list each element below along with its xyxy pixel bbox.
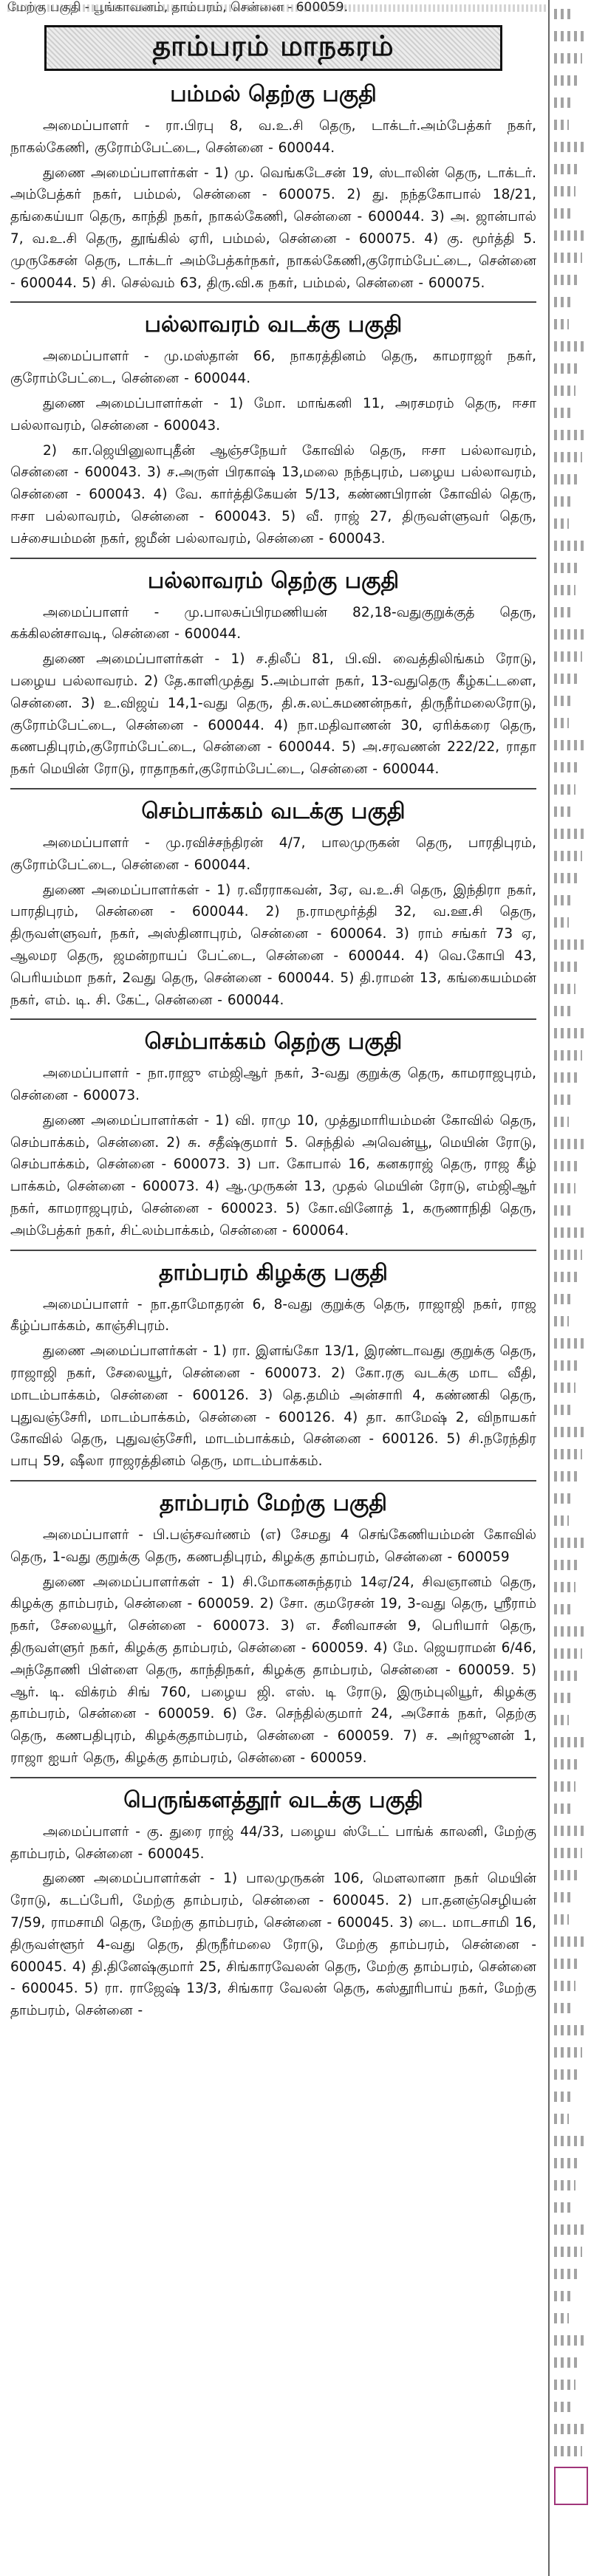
text-fragment	[554, 164, 580, 174]
text-fragment	[554, 1693, 573, 1703]
section-paragraph: அமைப்பாளர் - நா.ராஜு எம்ஜிஆர் நகர், 3-வது குறுக்கு தெரு, காமராஜபுரம், சென்னை - 600073.	[10, 1066, 536, 1104]
text-fragment	[554, 629, 587, 640]
text-fragment	[554, 1006, 571, 1016]
text-fragment	[554, 2335, 584, 2346]
text-fragment	[554, 496, 573, 507]
text-fragment	[554, 895, 573, 905]
text-fragment	[554, 1205, 571, 1216]
text-fragment	[554, 829, 587, 839]
text-fragment	[554, 2025, 587, 2035]
section-title: தாம்பரம் மேற்கு பகுதி	[10, 1480, 536, 1524]
section	[10, 558, 536, 781]
text-fragment	[554, 696, 573, 706]
text-fragment	[554, 2069, 578, 2080]
section-paragraph: அமைப்பாளர் - நா.தாமோதரன் 6, 8-வது குறுக்கு தெரு, ராஜாஜி நகர், ராஜ கீழ்ப்பாக்கம், காஞ்சிபுரம்.	[10, 1296, 536, 1335]
section-paragraph: துணை அமைப்பாளர்கள் - 1) பாலமுருகன் 106, மௌலானா நகர் மெயின் ரோடு, கடப்பேரி, மேற்கு தாம்பரம், சென்னை - 600045. 2) பா.தனஞ்செழியன் 7/59, ராமசாமி தெரு, மேற்கு தாம்பரம், சென்னை - 600045. 3) டை. மாடசாமி 16, திருவள்ளூர் 4-வது தெரு, திருநீர்மலை ரோடு, மேற்கு தாம்பரம், சென்னை - 600045. 4) தி.தினேஷ்குமார் 25, சிங்காரவேலன் தெரு, மேற்கு தாம்பரம், சென்னை - 600045. 5) ரா. ராஜேஷ் 13/3, சிங்கார வேலன் தெரு, கஸ்தூரிபாய் நகர், மேற்கு தாம்பரம், சென்னை -	[10, 1871, 536, 2019]
text-fragment	[554, 1759, 580, 1770]
text-fragment	[554, 9, 571, 19]
text-fragment	[554, 585, 575, 595]
text-fragment	[554, 1914, 569, 1925]
text-fragment	[554, 1737, 584, 1747]
text-fragment	[554, 253, 582, 263]
text-fragment	[554, 1183, 575, 1193]
text-fragment	[554, 917, 569, 928]
text-fragment	[554, 2092, 573, 2102]
section-paragraph: துணை அமைப்பாளர்கள் - 1) சி.மோகனசுந்தரம் 14ஏ/24, சிவஞானம் தெரு, கிழக்கு தாம்பரம், சென்னை - 600059. 2) சோ. குமரேசன் 19, 3-வது தெரு, ஸ்ரீராம் நகர், சேலையூர், சென்னை - 600073. 3) எ. சீனிவாசன் 9, பெரியார் தெரு, திருவள்ளுர் நகர், கிழக்கு தாம்பரம், சென்னை - 600059. 4) மே. ஜெயராமன் 6/46, அந்தோணி பிள்ளை தெரு, காந்திநகர், கிழக்கு தாம்பரம், சென்னை - 600059. 5) ஆர். டி. விக்ரம் சிங் 760, பழைய ஜி. எஸ். டி ரோடு, இரும்புலியூர், கிழக்கு தாம்பரம், சென்னை - 600059. 6) சே. செந்தில்குமார் 24, அசோக் நகர், தெற்கு தெரு, கணபதிபுரம், கிழக்குதாம்பரம், சென்னை - 600059. 7) ச. அர்ஜுனன் 1, ராஜா ஐயர் தெரு, கிழக்கு தாம்பரம், சென்னை - 600059.	[10, 1574, 536, 1767]
page-title: தாம்பரம் மாநகரம்	[44, 25, 502, 71]
text-fragment	[554, 1648, 582, 1659]
section-paragraph: 2) கா.ஜெயினுலாபுதீன் ஆஞ்சநேயர் கோவில் தெரு, ஈசா பல்லாவரம், சென்னை - 600043. 3) ச.அருள் பிரகாஷ் 13,மலை நந்தபுரம், பழைய பல்லாவரம், சென்னை - 600043. 4) வே. கார்த்திகேயன் 5/13, கண்ணபிரான் கோவில் தெரு, ஈசா பல்லாவரம், சென்னை - 600043. 5) வீ. ராஜ் 27, திருவள்ளுவர் தெரு, பச்சையம்மன் நகர், ஜமீன் பல்லாவரம், சென்னை - 600043.	[10, 442, 536, 547]
text-fragment	[554, 1028, 587, 1038]
text-fragment	[554, 97, 573, 108]
section	[10, 301, 536, 549]
text-fragment	[554, 2402, 571, 2412]
text-fragment	[554, 1405, 571, 1415]
text-fragment	[554, 1072, 578, 1083]
adjacent-column-strip	[548, 0, 591, 2576]
text-fragment	[554, 2114, 569, 2124]
text-fragment	[554, 208, 571, 219]
text-fragment	[554, 1338, 584, 1349]
text-fragment	[554, 1250, 582, 1260]
text-fragment	[554, 1449, 582, 1459]
text-fragment	[554, 1604, 571, 1614]
section-paragraph: துணை அமைப்பாளர்கள் - 1) ர.வீரராகவன், 3ஏ, வ.உ.சி தெரு, இந்திரா நகர், பாரதிபுரம், சென்னை - 600044. 2) ந.ராமமூர்த்தி 32, வ.ஊ.சி தெரு, திருவள்ளுவர், நகர், அஸ்தினாபுரம், சென்னை - 600064. 3) ராம் சங்கர் 73 ஏ, ஆலமர தெரு, ஜமன்றாயப் பேட்டை, சென்னை - 600044. 4) வெ.கோபி 43, பெரியம்மா நகர், 2வது தெரு, சென்னை - 600044. 5) தி.ராமன் 13, கங்கையம்மன் நகர், எம். டி. சி. கேட், சென்னை - 600044.	[10, 882, 536, 1008]
text-fragment	[554, 1227, 587, 1238]
adjacent-column-box	[554, 2467, 588, 2505]
text-fragment	[554, 1095, 573, 1105]
text-fragment	[554, 518, 569, 529]
text-fragment	[554, 962, 580, 972]
text-fragment	[554, 430, 587, 440]
text-fragment	[554, 1803, 571, 1814]
section-paragraph: அமைப்பாளர் - ரா.பிரபு 8, வ.உ.சி தெரு, டாக்டர்.அம்பேத்கர் நகர், நாகல்கேணி, குரோம்பேட்டை, சென்னை - 600044.	[10, 118, 536, 156]
text-fragment	[554, 1383, 575, 1393]
text-fragment	[554, 2424, 587, 2434]
text-fragment	[554, 1161, 580, 1171]
text-fragment	[554, 2202, 571, 2213]
section-paragraph: துணை அமைப்பாளர்கள் - 1) ரா. இளங்கோ 13/1, இரண்டாவது குறுக்கு தெரு, ராஜாஜி நகர், சேலையூர், சென்னை - 600073. 2) கோ.ரகு வடக்கு மாட வீதி, மாடம்பாக்கம், சென்னை - 600126. 3) தெ.தமிம் அன்சாரி 4, கண்ணகி தெரு, புதுவஞ்சேரி, மாடம்பாக்கம், சென்னை - 600126. 4) தா. காமேஷ் 2, விநாயகர் கோவில் தெரு, புதுவஞ்சேரி, மாடம்பாக்கம், சென்னை - 600126. 5) சி.நரேந்திர பாபு 59, ஷீலா ராஜரத்தினம் தெரு, மாடம்பாக்கம்.	[10, 1343, 536, 1470]
text-fragment	[554, 1050, 582, 1061]
text-fragment	[554, 2313, 569, 2323]
text-fragment	[554, 2446, 582, 2456]
text-fragment	[554, 651, 582, 662]
section-title: பெருங்களத்தூர் வடக்கு பகுதி	[10, 1777, 536, 1821]
text-fragment	[554, 1715, 569, 1725]
text-fragment	[554, 1870, 578, 1880]
section-title: பல்லாவரம் தெற்கு பகுதி	[10, 558, 536, 602]
text-fragment	[554, 408, 571, 418]
text-fragment	[554, 607, 571, 617]
sections-column	[10, 78, 536, 2029]
section-title: பம்மல் தெற்கு பகுதி	[170, 81, 377, 107]
text-fragment	[554, 142, 584, 152]
text-fragment	[554, 1538, 584, 1548]
text-fragment	[554, 1848, 582, 1858]
section-paragraph: அமைப்பாளர் - கு. துரை ராஜ் 44/33, பழைய ஸ்டேட் பாங்க் காலனி, மேற்கு தாம்பரம், சென்னை - 600045.	[10, 1823, 536, 1862]
text-fragment	[554, 2247, 582, 2257]
section-paragraph: துணை அமைப்பாளர்கள் - 1) மோ. மாங்கனி 11, அரசமரம் தெரு, ஈசா பல்லாவரம், சென்னை - 600043.	[10, 395, 536, 434]
text-fragment	[554, 2158, 580, 2168]
text-fragment	[554, 474, 578, 484]
section	[10, 78, 536, 294]
section	[10, 788, 536, 1011]
section	[10, 1250, 536, 1473]
text-fragment	[554, 75, 578, 86]
section-paragraph: துணை அமைப்பாளர்கள் - 1) வி. ராமு 10, முத்துமாரியம்மன் கோவில் தெரு, செம்பாக்கம், சென்னை. 2) சு. சதீஷ்குமார் 5. செந்தில் அவென்யூ, மெயின் ரோடு, செம்பாக்கம், சென்னை - 600073. 3) பா. கோபால் 16, கனகராஜ் தெரு, ராஜ கீழ் பாக்கம், சென்னை - 600073. 4) ஆ.முருகன் 13, முதல் மெயின் ரோடு, எம்ஜிஆர் நகர், காமராஜபுரம், சென்னை - 600023. 5) கோ.வினோத் 1, கருணாநிதி தெரு, அம்பேத்கர் நகர், சிட்லம்பாக்கம், சென்னை - 600064.	[10, 1112, 536, 1239]
text-fragment	[554, 1493, 573, 1504]
text-fragment	[554, 1316, 569, 1326]
text-fragment	[554, 806, 571, 817]
section	[10, 1018, 536, 1241]
text-fragment	[554, 53, 582, 64]
text-fragment	[554, 1892, 573, 1902]
text-fragment	[554, 363, 580, 374]
text-fragment	[554, 851, 582, 861]
text-fragment	[554, 2291, 573, 2301]
text-fragment	[554, 2003, 571, 2013]
text-fragment	[554, 1560, 580, 1570]
section-title: தாம்பரம் கிழக்கு பகுதி	[10, 1250, 536, 1294]
text-fragment	[554, 120, 569, 130]
text-fragment	[554, 939, 584, 950]
text-fragment	[554, 984, 575, 994]
section-paragraph: அமைப்பாளர் - பி.பஞ்சவர்ணம் (எ) சேமது 4 செங்கேணியம்மன் கோவில் தெரு, 1-வது குறுக்கு தெரு, கணபதிபுரம், கிழக்கு தாம்பரம், சென்னை - 600059	[10, 1527, 536, 1565]
text-fragment	[554, 674, 578, 684]
text-fragment	[554, 1294, 573, 1304]
text-fragment	[554, 319, 569, 329]
text-fragment	[554, 873, 578, 883]
text-fragment	[554, 1826, 587, 1836]
section-paragraph: துணை அமைப்பாளர்கள் - 1) ச.திலீப் 81, பி.வி. வைத்திலிங்கம் ரோடு, பழைய பல்லாவரம். 2) தே.காளிமுத்து 5.அம்பாள் நகர், 13-வதுதெரு கீழ்கட்டளை, சென்னை. 3) உ.விஜய் 14,1-வது தெரு, தி.சு.லட்சுமணன்நகர், திருநீர்மலைரோடு, குரோம்பேட்டை, சென்னை - 600044. 4) நா.மதிவாணன் 30, ஏரிக்கரை தெரு, கணபதிபுரம்,குரோம்பேட்டை, சென்னை - 600044. 5) அ.சரவணன் 222/22, ராதா நகர் மெயின் ரோடு, ராதாநகர்,குரோம்பேட்டை, சென்னை - 600044.	[10, 651, 536, 778]
section-title: பல்லாவரம் வடக்கு பகுதி	[10, 301, 536, 346]
text-fragment	[554, 386, 575, 396]
section-title: செம்பாக்கம் வடக்கு பகுதி	[10, 788, 536, 832]
section-title: செம்பாக்கம் தெற்கு பகுதி	[10, 1018, 536, 1063]
text-fragment	[554, 541, 584, 551]
section	[10, 1777, 536, 2022]
text-fragment	[554, 186, 575, 196]
text-fragment	[554, 1427, 587, 1437]
text-fragment	[554, 563, 580, 573]
text-fragment	[554, 1515, 569, 1526]
section-paragraph: துணை அமைப்பாளர்கள் - 1) மு. வெங்கடேசன் 19, ஸ்டாலின் தெரு, டாக்டர். அம்பேத்கர் நகர், பம்மல், சென்னை - 600075. 2) து. நந்தகோபால் 18/21, தங்கைய்யா தெரு, காந்தி நகர், நாகல்கேணி, சென்னை - 600044. 3) அ. ஜான்பால் 7, வ.உ.சி தெரு, தூங்கில் ஏரி, பம்மல், சென்னை - 600075. 4) கு. மூர்த்தி 5. முருகேசன் தெரு, டாக்டர் அம்பேத்கர்நகர், நாகல்கேணி,குரோம்பேட்டை, சென்னை - 600044. 5) சி. செல்வம் 63, திரு.வி.க நகர், பம்மல், சென்னை - 600075.	[10, 165, 536, 291]
text-fragment	[554, 2047, 582, 2058]
text-fragment	[554, 718, 569, 728]
text-fragment	[554, 2180, 575, 2190]
text-fragment	[554, 2224, 587, 2235]
text-fragment	[554, 297, 573, 307]
text-fragment	[554, 2136, 584, 2146]
text-fragment	[554, 1360, 580, 1371]
text-fragment	[554, 1117, 569, 1127]
text-fragment	[554, 341, 584, 352]
text-fragment	[554, 1981, 575, 1991]
text-fragment	[554, 1582, 575, 1592]
text-fragment	[554, 452, 582, 462]
text-fragment	[554, 1671, 578, 1681]
text-fragment	[554, 1626, 587, 1637]
text-fragment	[554, 1959, 580, 1969]
section-paragraph: அமைப்பாளர் - மு.மஸ்தான் 66, நாகரத்தினம் தெரு, காமராஜர் நகர், குரோம்பேட்டை, சென்னை - 600044.	[10, 349, 536, 387]
text-fragment	[554, 1471, 578, 1481]
section-paragraph: அமைப்பாளர் - மு.ரவிச்சந்திரன் 4/7, பாலமுருகன் தெரு, பாரதிபுரம், குரோம்பேட்டை, சென்னை - 600044.	[10, 835, 536, 873]
text-fragment	[554, 2357, 580, 2368]
section-paragraph: அமைப்பாளர் - மு.பாலசுப்பிரமணியன் 82,18-வதுகுறுக்குத் தெரு, கக்கிலன்சாவடி, சென்னை - 600044.	[10, 604, 536, 643]
text-fragment	[554, 1139, 584, 1149]
text-fragment	[554, 31, 587, 41]
text-fragment	[554, 2269, 578, 2279]
text-fragment	[554, 740, 584, 750]
section	[10, 1480, 536, 1770]
cut-off-top-line: மேற்கு பகுதி - பூங்காவனம், தாம்பரம், சென்னை - 600059.	[7, 0, 547, 16]
text-fragment	[554, 1781, 575, 1792]
text-fragment	[554, 275, 578, 285]
text-fragment	[554, 784, 575, 795]
text-fragment	[554, 1272, 578, 1282]
text-fragment	[554, 230, 587, 241]
text-fragment	[554, 2380, 575, 2390]
text-fragment	[554, 1936, 584, 1947]
text-fragment	[554, 762, 580, 773]
